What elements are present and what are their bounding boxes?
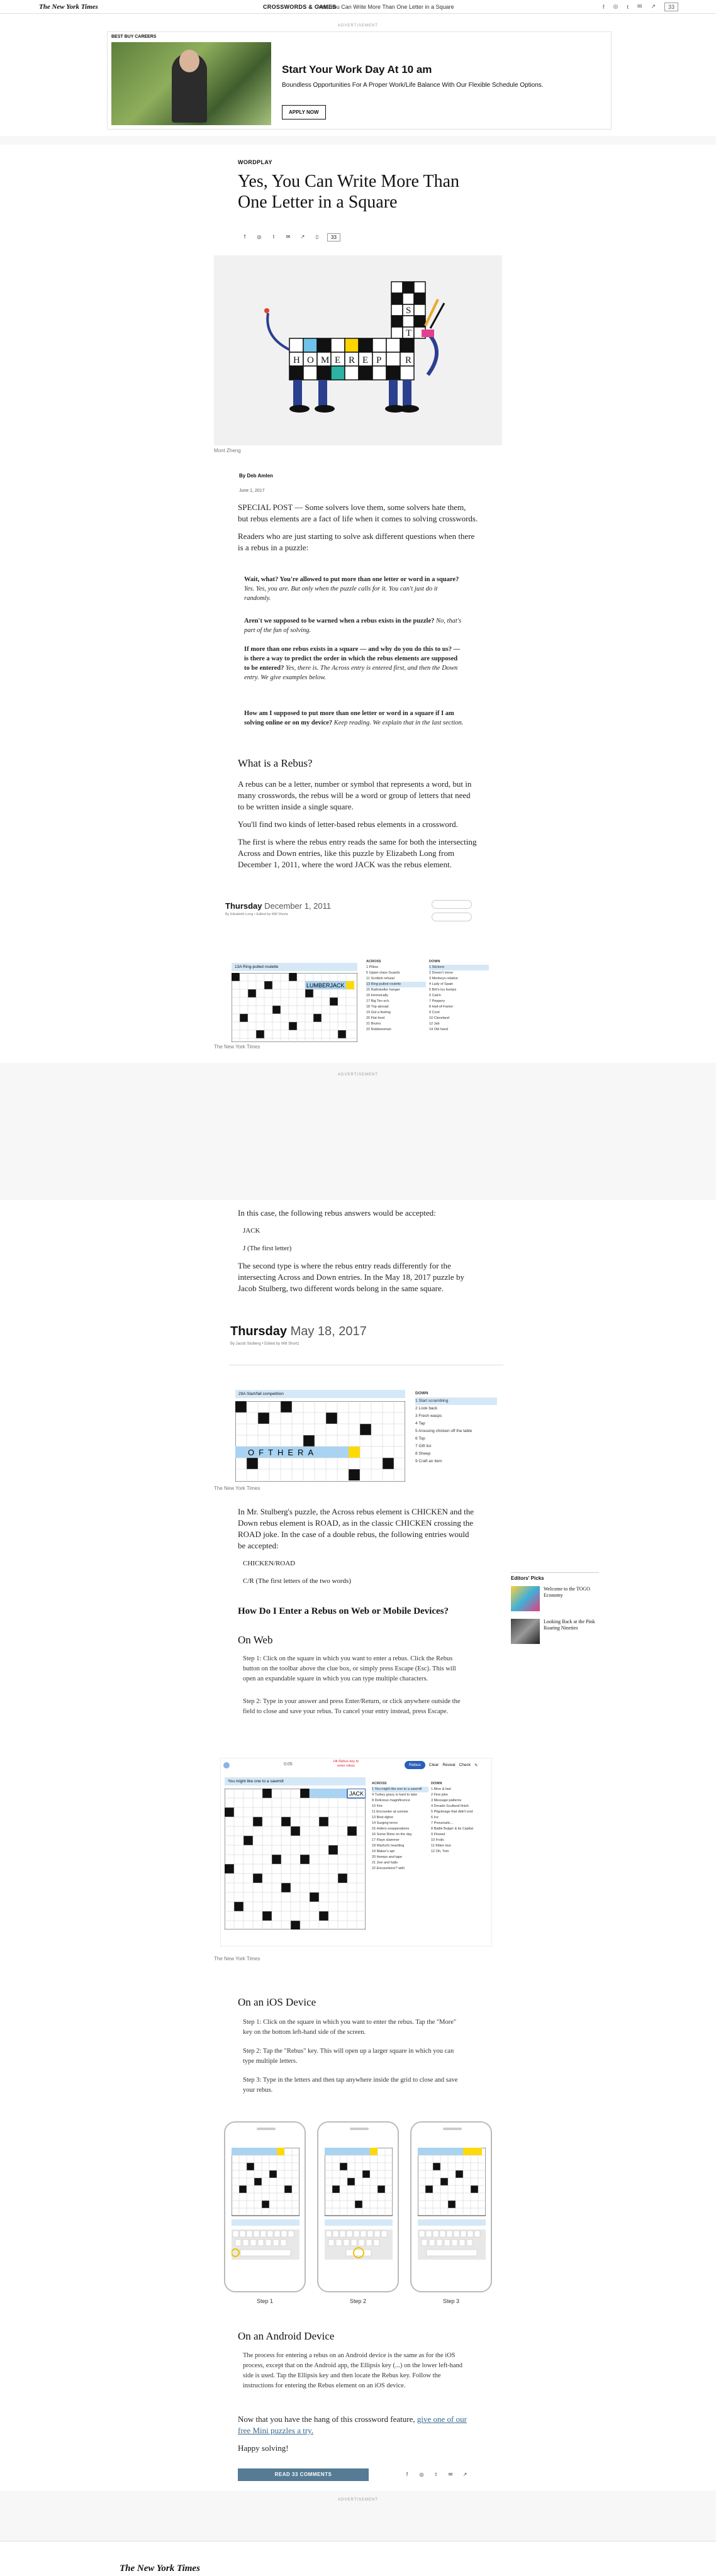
clue-item[interactable]: 18 Warhol's heartling bbox=[372, 1844, 405, 1848]
clue-item[interactable]: 15 Rathskeller hanger bbox=[366, 988, 400, 992]
clue-item[interactable]: 3 Monkeys relative bbox=[429, 977, 458, 980]
page-title: Yes, You Can Write More Than One Letter in a Square bbox=[238, 172, 460, 212]
ad-subtext: Boundless Opportunities For A Proper Work/Life Balance With Our Flexible Schedule Options. bbox=[282, 82, 544, 89]
phone-label: Step 3 bbox=[442, 2298, 460, 2304]
clue-bar: You might like one to a sawmill bbox=[225, 1777, 366, 1785]
svg-text:O: O bbox=[307, 355, 314, 365]
rebus-button[interactable]: Rebus bbox=[405, 1761, 425, 1769]
intro-text bbox=[238, 502, 478, 560]
svg-text:R: R bbox=[349, 355, 355, 365]
ad-headline: Start Your Work Day At 10 am bbox=[282, 64, 432, 75]
accept-item: J (The first letter) bbox=[243, 1245, 292, 1252]
accept-section bbox=[238, 1208, 478, 1301]
qa-question: Aren't we supposed to be warned when a rebus exists in the puzzle? bbox=[244, 618, 437, 625]
clue-item[interactable]: 18 Trip abroad bbox=[366, 1005, 389, 1009]
qa-question: How am I supposed to put more than one letter or word in a square if I am solving online or on my device? bbox=[244, 710, 454, 726]
accept-item: C/R (The first letters of the two words) bbox=[243, 1577, 351, 1585]
intro-paragraph-2: Readers who are just starting to solve ask different questions when there is a rebus in a puzzle: bbox=[238, 531, 475, 552]
clue-item[interactable]: 8 Delicious magnificence bbox=[372, 1799, 410, 1802]
crossword-dog-illustration bbox=[214, 255, 502, 445]
ad-divider bbox=[0, 136, 716, 145]
crossword-grid[interactable] bbox=[225, 1789, 366, 1929]
editors-picks bbox=[511, 1572, 599, 1652]
clue-item[interactable]: 11 Scottish refusal bbox=[366, 977, 394, 980]
pick-item[interactable] bbox=[511, 1619, 599, 1644]
clue-item[interactable]: 4 Turkey gravy is hard to take bbox=[372, 1793, 418, 1797]
phone-speaker bbox=[257, 2128, 276, 2130]
heading-what-is-rebus: What is a Rebus? bbox=[238, 757, 313, 769]
ad-label: ADVERTISEMENT bbox=[338, 1073, 378, 1077]
heading-ios: On an iOS Device bbox=[238, 1996, 316, 2008]
puzzle-byline: By Elizabeth Long • Edited by Will Shortz bbox=[225, 913, 289, 916]
hero-caption: Mont Zheng bbox=[214, 448, 241, 453]
rebus-tip-annotation: Hit Rebus key to enter rebus bbox=[333, 1760, 359, 1768]
share-icon[interactable]: ↗ bbox=[300, 234, 305, 240]
clue-item[interactable]: 5 Arousing chicken off the table bbox=[415, 1429, 473, 1433]
down-heading: DOWN bbox=[431, 1782, 442, 1785]
clue-item[interactable]: 7 Gift list bbox=[415, 1444, 432, 1448]
crossword-grid[interactable] bbox=[232, 973, 357, 1042]
closing-text: Now that you have the hang of this crossword feature, bbox=[238, 2414, 417, 2424]
clue-item[interactable]: 21 Jive and hails bbox=[372, 1861, 398, 1865]
clue-item[interactable]: 1 Start scrambling bbox=[415, 1397, 497, 1405]
svg-text:O: O bbox=[405, 283, 412, 293]
clue-item[interactable]: 9 Cord bbox=[429, 1011, 440, 1014]
masthead-article-title: Yes, You Can Write More Than One Letter in a Square bbox=[318, 3, 454, 10]
clear-button[interactable]: Clear bbox=[428, 1763, 439, 1767]
phone-label: Step 2 bbox=[349, 2298, 367, 2304]
across-clues bbox=[366, 959, 426, 1033]
phone-grid bbox=[418, 2148, 486, 2260]
svg-text:S: S bbox=[406, 306, 411, 316]
clue-item[interactable]: 8 Hall-of-Famer bbox=[429, 1005, 454, 1009]
puzzle-screenshot-may-2017 bbox=[229, 1321, 503, 1482]
clue-item[interactable]: 9 Flowed bbox=[431, 1833, 445, 1836]
whatsapp-icon[interactable]: ◎ bbox=[419, 2472, 424, 2477]
clue-item[interactable]: 16 Some Rime on the day bbox=[372, 1833, 412, 1836]
ad-brand: BEST BUY CAREERS bbox=[111, 35, 157, 39]
android-paragraph: The process for entering a rebus on an Android device is the same as for the iOS process, except that on the Android app, the Ellipsis key (...) on the lower left-hand side is used. Tap the Ellipsis key and then locate the Rebus key. Follow the instructions for entering the Rebus element on an iOS device. bbox=[243, 2352, 463, 2389]
screenshot-caption: The New York Times bbox=[214, 1485, 260, 1491]
clue-item[interactable]: 5 Upper-class Guards bbox=[366, 971, 400, 975]
picks-title: Editors' Picks bbox=[511, 1572, 599, 1581]
what-text bbox=[238, 779, 478, 877]
ad-apply-button[interactable]: APPLY NOW bbox=[282, 105, 326, 119]
clue-item[interactable]: 4 Lady of Spain bbox=[429, 982, 454, 986]
puzzle-full-date: May 18, 2017 bbox=[290, 1324, 367, 1338]
share-icon[interactable]: ↗ bbox=[651, 3, 656, 9]
section-name[interactable]: CROSSWORDS & GAMES bbox=[263, 3, 337, 10]
svg-text:R: R bbox=[405, 355, 412, 365]
pick-headline[interactable]: Welcome to the TOGO Economy bbox=[544, 1586, 590, 1598]
ios-step-1: Step 1: Click on the square in which you want to enter the rebus. Tap the "More" key on the bottom left-hand side of the screen. bbox=[243, 2019, 457, 2036]
puzzle-day: Thursday bbox=[225, 901, 262, 911]
clue-item[interactable]: 10 Fire bbox=[372, 1804, 383, 1808]
what-paragraph-1: A rebus can be a letter, number or symbol that represents a word, but in many crosswords, the rebus will be a word or group of letters that need to be written inside a single square. bbox=[238, 779, 472, 811]
clue-item[interactable]: 20 Flat food bbox=[366, 1016, 385, 1020]
clue-item[interactable]: 4 Tap bbox=[415, 1421, 425, 1426]
svg-text:E: E bbox=[335, 355, 341, 365]
clue-bar: 29A Start/fall competition bbox=[235, 1390, 405, 1398]
phone-grid bbox=[232, 2148, 299, 2260]
read-comments-button[interactable]: READ 33 COMMENTS bbox=[238, 2468, 369, 2481]
comments-button[interactable]: 33 bbox=[327, 233, 340, 242]
web-step-1: Step 1: Click on the square in which you want to enter a rebus. Click the Rebus button on the toolbar above the clue box, or simply press Escape (Esc). This will open an expandable square in which you can type multiple characters. bbox=[243, 1655, 456, 1682]
across-heading: ACROSS bbox=[366, 960, 381, 963]
clue-item[interactable]: 1 You might like one to a sawmill bbox=[372, 1787, 428, 1792]
footer bbox=[0, 2541, 716, 2576]
heading-how-to-enter: How Do I Enter a Rebus on Web or Mobile Devices? bbox=[238, 1606, 449, 1616]
email-icon[interactable]: ✉ bbox=[637, 3, 642, 9]
clue-item[interactable]: 15 Hiders exasperations bbox=[372, 1827, 410, 1831]
clue-item[interactable]: 12 Jab bbox=[429, 1022, 440, 1026]
reveal-button[interactable]: Reveal bbox=[442, 1763, 456, 1767]
clue-item[interactable]: 8 Battle Bulger & its Capital bbox=[431, 1827, 473, 1831]
print-button[interactable] bbox=[432, 900, 472, 909]
facebook-icon[interactable]: f bbox=[243, 234, 246, 240]
qa-question: If more than one rebus exists in a square — and why do you do this to us? — is there a way to predict the order in which the rebus elements are supposed to be entered? bbox=[244, 646, 461, 672]
clue-item[interactable]: 4 Dorado Scotland finish bbox=[431, 1804, 469, 1808]
settings-icon[interactable] bbox=[223, 1762, 230, 1768]
second-type-paragraph: The second type is where the rebus entry reads differently for the intersecting Across and Down entries. In the May 18, 2017 puzzle by Jacob Stulberg, two different words belong in the same square. bbox=[238, 1261, 464, 1293]
puzzle-day: Thursday bbox=[230, 1324, 288, 1338]
down-heading: DOWN bbox=[415, 1391, 428, 1396]
crossword-grid[interactable] bbox=[235, 1401, 405, 1482]
closing-paragraph bbox=[238, 2414, 478, 2436]
heading-on-web: On Web bbox=[238, 1634, 273, 1646]
happy-solving: Happy solving! bbox=[238, 2443, 289, 2453]
puzzle-full-date: December 1, 2011 bbox=[264, 901, 332, 911]
phone-step-1 bbox=[224, 2121, 306, 2292]
clue-item[interactable]: 19 Maker's apt bbox=[372, 1850, 394, 1853]
clue-item[interactable]: 1 Alive & fast bbox=[431, 1787, 451, 1791]
clue-item[interactable]: 17 Big Ten sch. bbox=[366, 999, 390, 1003]
what-paragraph-3: The first is where the rebus entry reads the same for both the intersecting Across and Down entries, like this puzzle by Elizabeth Long from December 1, 2011, where the word JACK was the rebus element. bbox=[238, 837, 477, 869]
qa-answer: Yes, there is. The Across entry is entered first, and then the Down entry. We give examples below. bbox=[244, 665, 458, 681]
grid-answer: OFTHERA bbox=[248, 1448, 318, 1457]
clue-bar: 13A Ring-pulled roulette bbox=[232, 963, 357, 971]
clue-item[interactable]: 10 Frolic bbox=[431, 1838, 445, 1842]
share-toolbar-bottom bbox=[403, 2470, 469, 2479]
advertisement[interactable] bbox=[107, 31, 612, 130]
across-clues bbox=[372, 1781, 428, 1872]
closing-section bbox=[238, 2414, 478, 2460]
puzzle-screenshot-dec-2011 bbox=[221, 896, 503, 1042]
clue-item[interactable]: 16 Intrinsically bbox=[366, 994, 388, 997]
clue-item[interactable]: 5 Brit's luv bumps bbox=[429, 988, 457, 992]
clue-item[interactable]: 6 Ice bbox=[431, 1816, 439, 1819]
clue-item[interactable]: 13 Ring-pulled roulette bbox=[366, 982, 426, 987]
qa-item bbox=[244, 616, 464, 635]
puzzle-date bbox=[225, 901, 331, 911]
masthead bbox=[0, 0, 716, 14]
ad-label: ADVERTISEMENT bbox=[338, 2498, 378, 2502]
clue-item[interactable]: 12 Oh, Tom bbox=[431, 1850, 449, 1853]
qa-answer: Keep reading. We explain that in the last section. bbox=[333, 719, 464, 726]
more-button[interactable] bbox=[432, 913, 472, 921]
down-clues bbox=[431, 1781, 490, 1855]
clue-item[interactable]: 8 Sheep bbox=[415, 1452, 431, 1456]
facebook-icon[interactable]: f bbox=[406, 2472, 408, 2477]
ad-slot bbox=[0, 1063, 716, 1200]
clue-item[interactable]: 3 Message patterns bbox=[431, 1799, 462, 1802]
clue-item[interactable]: 21 Bruins bbox=[366, 1022, 381, 1026]
clue-item[interactable]: 20 Hemps and tape bbox=[372, 1855, 403, 1859]
pencil-icon[interactable]: ✎ bbox=[474, 1763, 478, 1768]
clue-item[interactable]: 14 Surging terror bbox=[372, 1821, 398, 1825]
phone-label: Step 1 bbox=[256, 2298, 274, 2304]
phone-speaker bbox=[443, 2128, 462, 2130]
qa-item bbox=[244, 709, 464, 728]
screenshot-caption: The New York Times bbox=[214, 1044, 260, 1050]
chicken-section bbox=[238, 1506, 478, 1593]
clue-item[interactable]: 7 Pneumatic... bbox=[431, 1821, 454, 1825]
footer-logo[interactable]: The New York Times bbox=[120, 2563, 200, 2573]
qa-answer: No, that's part of the fun of solving. bbox=[244, 618, 462, 634]
puzzle-date bbox=[230, 1324, 367, 1339]
what-paragraph-2: You'll find two kinds of letter-based rebus elements in a crossword. bbox=[238, 819, 458, 829]
clue-item[interactable]: 2 Doesn't move bbox=[429, 971, 454, 975]
ad-person-face bbox=[179, 50, 199, 72]
clue-item[interactable]: 22 Encounterer? with bbox=[372, 1867, 405, 1870]
clue-item[interactable]: 17 Flayn slammer bbox=[372, 1838, 400, 1842]
down-clues bbox=[415, 1390, 497, 1465]
share-toolbar bbox=[240, 233, 340, 242]
clue-item[interactable]: 22 Noblewoman bbox=[366, 1028, 391, 1031]
clue-item[interactable]: 2 Fine joke bbox=[431, 1793, 448, 1797]
svg-text:P: P bbox=[376, 355, 382, 365]
svg-text:T: T bbox=[406, 328, 412, 338]
clue-item[interactable]: 11 Kitten bun bbox=[431, 1844, 452, 1848]
down-heading: DOWN bbox=[429, 960, 440, 963]
ad-label: ADVERTISEMENT bbox=[338, 24, 378, 28]
clue-item[interactable]: 1 Stickers bbox=[429, 965, 489, 970]
pick-thumbnail bbox=[511, 1586, 540, 1611]
qa-item bbox=[244, 575, 464, 603]
timer: 0:05 bbox=[284, 1762, 293, 1767]
twitter-icon[interactable]: t bbox=[272, 234, 275, 240]
clue-item[interactable]: 19 Got a feeling bbox=[366, 1011, 391, 1014]
byline[interactable]: By Deb Amlen bbox=[239, 473, 273, 479]
comments-button[interactable]: 33 bbox=[664, 3, 678, 11]
publish-date: June 1, 2017 bbox=[239, 489, 265, 493]
phone-step-3 bbox=[410, 2121, 492, 2292]
mini-puzzle-link[interactable]: give one of our free Mini puzzles a try. bbox=[238, 2414, 467, 2435]
masthead-share-icons bbox=[603, 3, 678, 11]
web-rebus-screenshot bbox=[220, 1758, 492, 1946]
intro-paragraph-1: SPECIAL POST — Some solvers love them, some solvers hate them, but rebus elements are a fact of life when it comes to solving crosswords. bbox=[238, 502, 478, 523]
grid-answer: LUMBERJACK bbox=[306, 982, 345, 989]
share-icon[interactable]: ↗ bbox=[462, 2472, 467, 2477]
puzzle-byline: By Jacob Stulberg • Edited by Will Shortz bbox=[230, 1342, 299, 1346]
heading-android: On an Android Device bbox=[238, 2330, 335, 2342]
nyt-logo[interactable]: The New York Times bbox=[39, 3, 98, 11]
pick-thumbnail bbox=[511, 1619, 540, 1644]
qa-answer: Yes. Yes, you are. But only when the puzzle calls for it. You can't just do it randomly. bbox=[244, 586, 438, 602]
ad-photo bbox=[111, 42, 271, 125]
qa-item bbox=[244, 645, 464, 682]
twitter-icon[interactable]: t bbox=[627, 3, 629, 10]
kicker[interactable]: WORDPLAY bbox=[238, 159, 272, 165]
ios-step-3: Step 3: Type in the letters and then tap anywhere inside the grid to close and save your rebus. bbox=[243, 2077, 458, 2094]
hero-illustration bbox=[214, 255, 502, 445]
email-icon[interactable]: ✉ bbox=[286, 234, 291, 240]
svg-text:E: E bbox=[362, 355, 369, 365]
email-icon[interactable]: ✉ bbox=[448, 2472, 453, 2477]
puzzle-toolbar bbox=[405, 1761, 478, 1769]
clue-item[interactable]: 6 Catch bbox=[429, 994, 441, 997]
web-step-2: Step 2: Type in your answer and press Enter/Return, or click anywhere outside the field to close and save your rebus. To cancel your entry instead, press Escape. bbox=[243, 1698, 461, 1715]
whatsapp-icon[interactable]: ◎ bbox=[257, 234, 262, 240]
qa-question: Wait, what? You're allowed to put more than one letter or word in a square? bbox=[244, 576, 459, 583]
clue-item[interactable]: 1 Pillow bbox=[366, 965, 378, 969]
grid-answer: JACK bbox=[349, 1790, 364, 1797]
check-button[interactable]: Check bbox=[459, 1763, 471, 1767]
svg-text:H: H bbox=[293, 355, 300, 365]
clue-item[interactable]: 14 Old hand bbox=[429, 1028, 448, 1031]
chicken-paragraph: In Mr. Stulberg's puzzle, the Across rebus element is CHICKEN and the Down rebus element is ROAD, as in the classic CHICKEN crossing the ROAD joke. In the case of a double rebus, the following entries would be accepted: bbox=[238, 1507, 474, 1550]
clue-item[interactable]: 9 Craft an item bbox=[415, 1459, 442, 1463]
clue-item[interactable]: 5 Pilgrimage that didn't end bbox=[431, 1810, 473, 1814]
clue-item[interactable]: 7 Peppery bbox=[429, 999, 445, 1003]
svg-text:M: M bbox=[321, 355, 330, 365]
whatsapp-icon[interactable]: ◎ bbox=[613, 3, 618, 9]
clue-item[interactable]: 6 Top bbox=[415, 1436, 425, 1441]
accept-item: JACK bbox=[243, 1227, 260, 1235]
facebook-icon[interactable]: f bbox=[603, 3, 605, 10]
phone-speaker bbox=[350, 2128, 369, 2130]
accept-item: CHICKEN/ROAD bbox=[243, 1560, 296, 1567]
clue-item[interactable]: 13 Best dghor bbox=[372, 1816, 394, 1819]
clue-item[interactable]: 2 Look back bbox=[415, 1406, 438, 1411]
clue-item[interactable]: 10 Cleveland bbox=[429, 1016, 450, 1020]
twitter-icon[interactable]: t bbox=[435, 2472, 437, 2477]
clue-item[interactable]: 11 Encounter at sunrise bbox=[372, 1810, 408, 1814]
ios-step-2: Step 2: Tap the "Rebus" key. This will open up a larger square in which you can type multiple letters. bbox=[243, 2048, 454, 2065]
phone-step-2 bbox=[317, 2121, 399, 2292]
bookmark-icon[interactable]: ▯ bbox=[315, 234, 319, 240]
screenshot-caption: The New York Times bbox=[214, 1956, 260, 1962]
clue-item[interactable]: 3 Fresh wasps bbox=[415, 1414, 442, 1418]
down-clues bbox=[429, 959, 489, 1033]
phone-grid bbox=[325, 2148, 393, 2260]
across-heading: ACROSS bbox=[372, 1782, 387, 1785]
pick-item[interactable] bbox=[511, 1586, 599, 1611]
accept-intro: In this case, the following rebus answers would be accepted: bbox=[238, 1208, 436, 1218]
pick-headline[interactable]: Looking Back at the Pink Roaring Nineties bbox=[544, 1619, 595, 1631]
